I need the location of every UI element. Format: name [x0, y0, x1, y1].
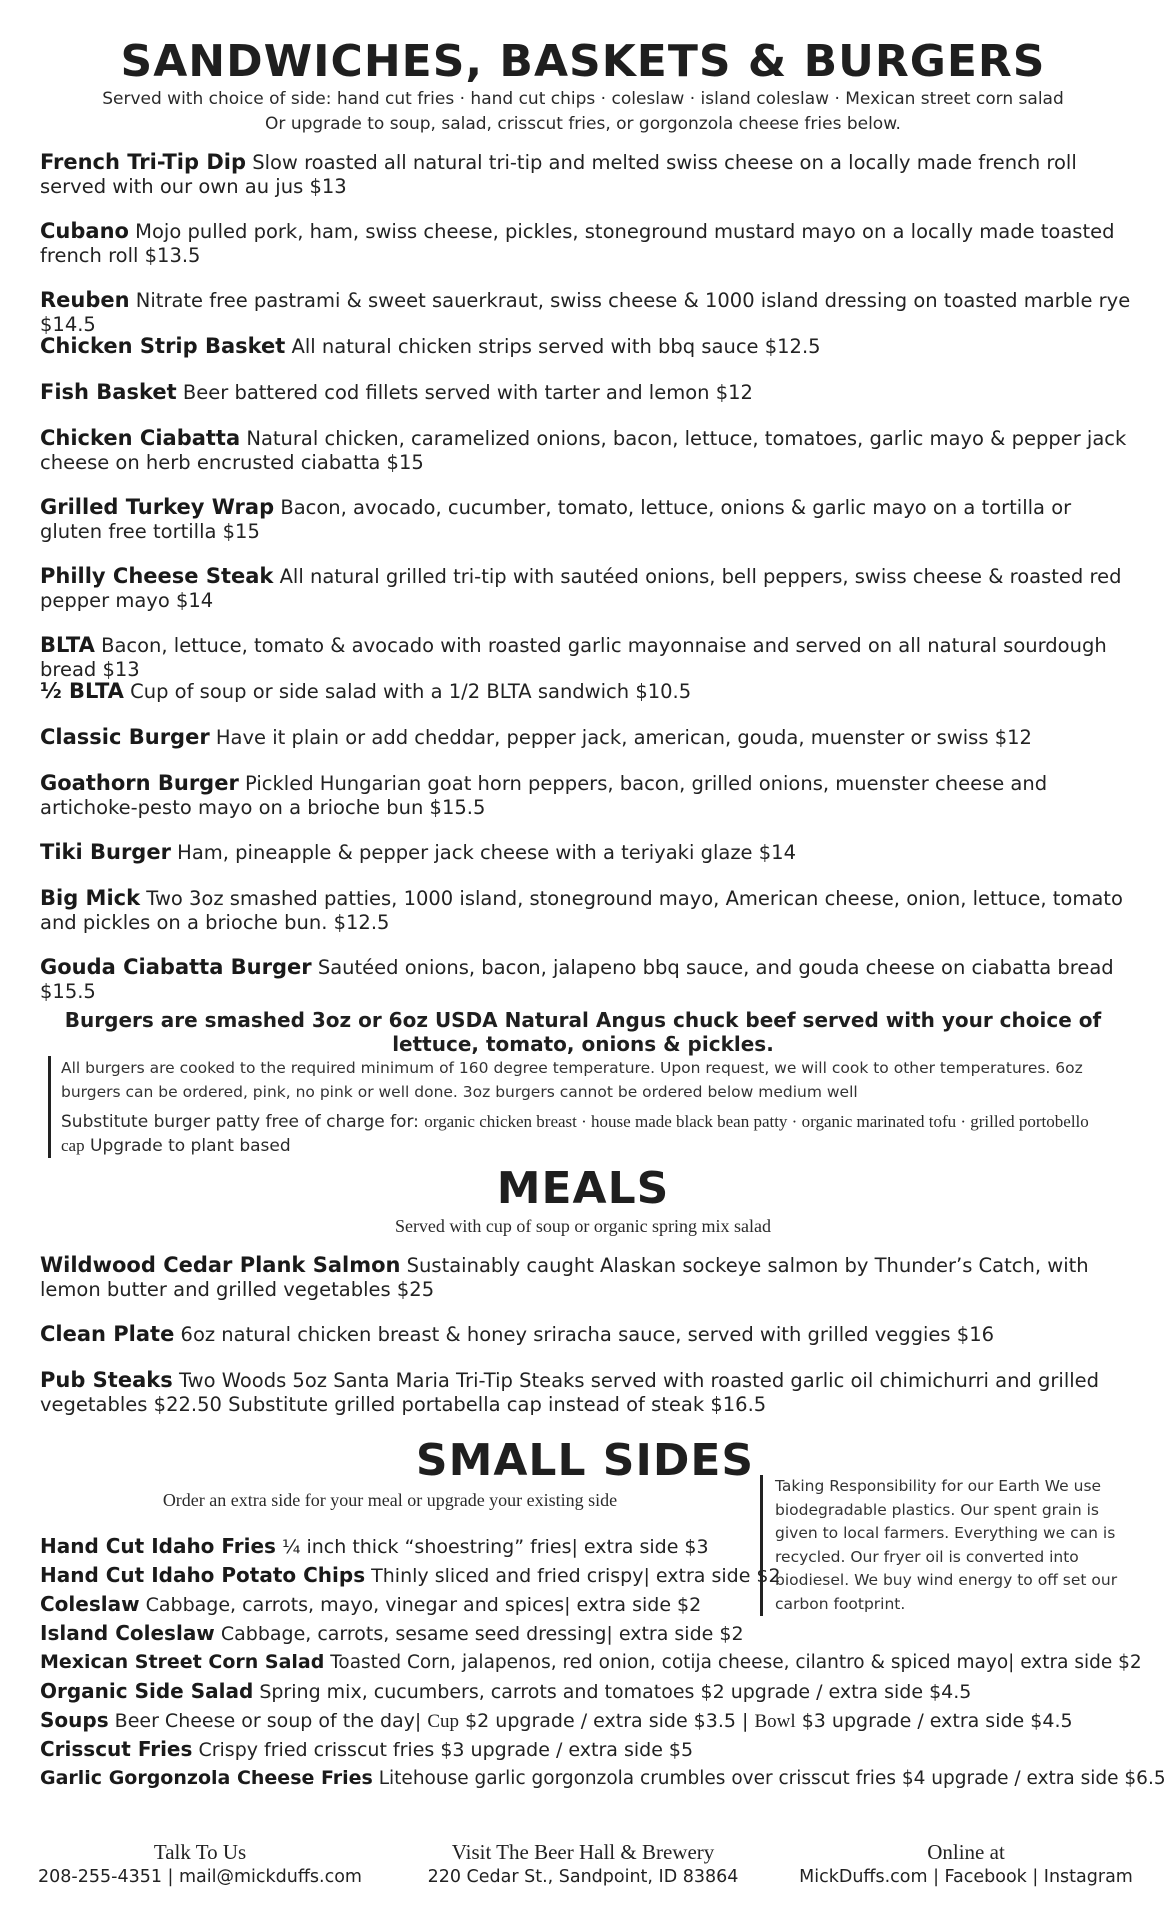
item-desc: Mojo pulled pork, ham, swiss cheese, pickles, stoneground mustard mayo on a locally made toasted french roll $13.5 [40, 220, 1115, 267]
menu-item [40, 495, 1135, 544]
item-desc: Thinly sliced and fried crispy| extra side $2 [371, 1565, 781, 1587]
item-name: BLTA [40, 633, 95, 657]
item-name: ½ BLTA [40, 679, 124, 703]
item-desc: Sautéed onions, bacon, jalapeno bbq sauce, and gouda cheese on ciabatta bread $15.5 [40, 956, 1114, 1003]
burger-note-title: Burgers are smashed 3oz or 6oz USDA Natural Angus chuck beef served with your choice of lettuce, tomato, onions & pickles. [64, 1008, 1102, 1056]
substitute-note [61, 1110, 1101, 1158]
item-desc: Cabbage, carrots, sesame seed dressing| extra side $2 [220, 1623, 744, 1645]
sandwiches-subtitle: Served with choice of side: hand cut fries · hand cut chips · coleslaw · island coleslaw · Mexican street corn salad [102, 89, 1064, 109]
item-name: Organic Side Salad [40, 1679, 254, 1703]
sides-subtitle: Order an extra side for your meal or upgrade your existing side [162, 1490, 618, 1510]
item-desc: Natural chicken, caramelized onions, bacon, lettuce, tomatoes, garlic mayo & pepper jack cheese on herb encrusted ciabatta $15 [40, 427, 1127, 474]
menu-item [40, 380, 1135, 405]
menu-item [40, 150, 1135, 199]
item-desc: Two Woods 5oz Santa Maria Tri-Tip Steaks served with roasted garlic oil chimichurri and grilled vegetables $22.50 Substitute grilled portabella cap instead of steak $16.5 [40, 1369, 1100, 1416]
side-item [40, 1563, 1140, 1588]
item-name: Cubano [40, 219, 129, 243]
bowl-label: Bowl [754, 1711, 796, 1732]
item-desc: ¼ inch thick “shoestring” fries| extra side $3 [282, 1536, 709, 1558]
item-name: Chicken Ciabatta [40, 426, 241, 450]
side-item [40, 1592, 1140, 1617]
item-name: Reuben [40, 288, 130, 312]
footer-contact [6, 1840, 394, 1887]
item-name: Coleslaw [40, 1592, 140, 1616]
footer-online-title: Online at [927, 1840, 1005, 1864]
item-name: Big Mick [40, 886, 141, 910]
menu-item [40, 334, 1135, 359]
item-desc: Crispy fried crisscut fries $3 upgrade / extra side $5 [198, 1739, 694, 1761]
side-item [40, 1534, 1140, 1559]
item-desc: Cabbage, carrots, mayo, vinegar and spices| extra side $2 [145, 1594, 702, 1616]
item-desc: Spring mix, cucumbers, carrots and tomatoes $2 upgrade / extra side $4.5 [259, 1681, 972, 1703]
item-desc: Toasted Corn, jalapenos, red onion, cotija cheese, cilantro & spiced mayo| extra side $2 [330, 1652, 1142, 1673]
item-name: Classic Burger [40, 725, 210, 749]
footer-visit-text: 220 Cedar St., Sandpoint, ID 83864 [427, 1867, 739, 1887]
sustainability-callout: Taking Responsibility for our Earth We use biodegradable plastics. Our spent grain is given to local farmers. Everything we can is recycled. Our fryer oil is converted into biodiesel. We buy wind energy to off set our carbon footprint. [760, 1475, 1125, 1616]
sandwiches-title: SANDWICHES, BASKETS & BURGERS [120, 36, 1046, 87]
item-name: Crisscut Fries [40, 1737, 193, 1761]
item-desc: Pickled Hungarian goat horn peppers, bacon, grilled onions, muenster cheese and artichoke-pesto mayo on a brioche bun $15.5 [40, 772, 1048, 819]
item-desc: Nitrate free pastrami & sweet sauerkraut, swiss cheese & 1000 island dressing on toasted marble rye $14.5 [40, 289, 1131, 336]
cup-price: $2 upgrade / extra side $3.5 | [465, 1710, 749, 1732]
footer-online-links[interactable]: MickDuffs.com | Facebook | Instagram [799, 1867, 1133, 1887]
item-name: French Tri-Tip Dip [40, 150, 246, 174]
item-name: Soups [40, 1708, 109, 1732]
item-name: Hand Cut Idaho Potato Chips [40, 1563, 366, 1587]
item-desc: Litehouse garlic gorgonzola crumbles over crisscut fries $4 upgrade / extra side $6.5 [378, 1768, 1166, 1789]
item-desc: Beer Cheese or soup of the day| [114, 1710, 422, 1732]
item-desc: All natural grilled tri-tip with sautéed onions, bell peppers, swiss cheese & roasted red pepper mayo $14 [40, 565, 1122, 612]
item-desc: Bacon, avocado, cucumber, tomato, lettuce, onions & garlic mayo on a tortilla or gluten free tortilla $15 [40, 496, 1072, 543]
menu-item [40, 1368, 1135, 1417]
item-desc: Slow roasted all natural tri-tip and melted swiss cheese on a locally made french roll served with our own au jus $13 [40, 151, 1077, 198]
item-desc: 6oz natural chicken breast & honey sriracha sauce, served with grilled veggies $16 [180, 1323, 995, 1346]
menu-item [40, 1253, 1135, 1302]
item-name: Chicken Strip Basket [40, 334, 286, 358]
item-desc: Bacon, lettuce, tomato & avocado with roasted garlic mayonnaise and served on all natural sourdough bread $13 [40, 634, 1107, 681]
item-name: Gouda Ciabatta Burger [40, 955, 312, 979]
side-item [40, 1679, 1140, 1704]
menu-item [40, 288, 1135, 337]
menu-item [40, 955, 1135, 1004]
side-item [40, 1737, 1140, 1762]
burger-note-block [48, 1056, 1101, 1158]
menu-item [40, 840, 1135, 865]
item-desc: All natural chicken strips served with bbq sauce $12.5 [291, 335, 821, 358]
footer-visit [389, 1840, 777, 1887]
menu-item [40, 564, 1135, 613]
menu-item [40, 426, 1135, 475]
item-desc: Beer battered cod fillets served with tarter and lemon $12 [182, 381, 753, 404]
side-item-soups [40, 1708, 1140, 1734]
sandwiches-subtitle-upgrade: Or upgrade to soup, salad, crisscut fries, or gorgonzola cheese fries below. [265, 114, 901, 134]
item-name: Garlic Gorgonzola Cheese Fries [40, 1767, 373, 1789]
menu-item [40, 886, 1135, 935]
menu-item [40, 633, 1135, 682]
item-desc: Ham, pineapple & pepper jack cheese with a teriyaki glaze $14 [177, 841, 796, 864]
item-desc: Two 3oz smashed patties, 1000 island, stoneground mayo, American cheese, onion, lettuce, tomato and pickles on a brioche bun. $12.5 [40, 887, 1123, 934]
item-name: Mexican Street Corn Salad [40, 1651, 325, 1673]
footer-contact-title: Talk To Us [153, 1840, 247, 1864]
item-name: Hand Cut Idaho Fries [40, 1534, 276, 1558]
meals-title: MEALS [496, 1163, 670, 1214]
sides-title: SMALL SIDES [415, 1435, 755, 1486]
side-item [40, 1650, 1140, 1675]
menu-item [40, 725, 1135, 750]
meals-subtitle: Served with cup of soup or organic spring mix salad [394, 1216, 772, 1236]
substitute-label: Substitute burger patty free of charge for: [61, 1112, 419, 1132]
bowl-price: $3 upgrade / extra side $4.5 [801, 1710, 1073, 1732]
item-desc: Cup of soup or side salad with a 1/2 BLTA sandwich $10.5 [130, 680, 692, 703]
item-name: Grilled Turkey Wrap [40, 495, 275, 519]
item-name: Tiki Burger [40, 840, 171, 864]
menu-item [40, 771, 1135, 820]
burger-note-details: All burgers are cooked to the required minimum of 160 degree temperature. Upon request, we will cook to other temperatures. 6oz burgers can be ordered, pink, no pink or well done. 3oz burgers cannot be ordered below medium well [61, 1059, 1083, 1101]
menu-item [40, 219, 1135, 268]
item-name: Fish Basket [40, 380, 177, 404]
footer-visit-title: Visit The Beer Hall & Brewery [451, 1840, 715, 1864]
footer-online [772, 1840, 1160, 1887]
item-name: Philly Cheese Steak [40, 564, 274, 588]
menu-item [40, 679, 1135, 704]
side-item [40, 1621, 1140, 1646]
side-item [40, 1766, 1166, 1791]
item-name: Pub Steaks [40, 1368, 173, 1392]
item-name: Goathorn Burger [40, 771, 239, 795]
item-name: Clean Plate [40, 1322, 175, 1346]
item-desc: Sustainably caught Alaskan sockeye salmon by Thunder’s Catch, with lemon butter and grilled vegetables $25 [40, 1254, 1089, 1301]
cup-label: Cup [427, 1711, 460, 1732]
item-desc: Have it plain or add cheddar, pepper jack, american, gouda, muenster or swiss $12 [215, 726, 1032, 749]
footer-contact-text[interactable]: 208-255-4351 | mail@mickduffs.com [38, 1867, 362, 1887]
substitute-options: organic chicken breast · house made black bean patty · organic marinated tofu · grilled portobello cap [61, 1112, 1089, 1155]
substitute-upgrade: Upgrade to plant based [90, 1136, 291, 1156]
item-name: Wildwood Cedar Plank Salmon [40, 1253, 401, 1277]
menu-item [40, 1322, 1135, 1347]
item-name: Island Coleslaw [40, 1621, 215, 1645]
